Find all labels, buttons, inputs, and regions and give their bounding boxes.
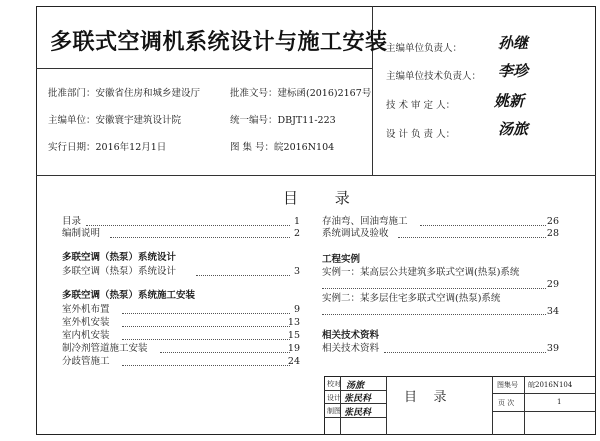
toc-item: 多联空调（热泵）系统设计 — [62, 266, 177, 277]
design-signature: 张民科 — [344, 394, 372, 404]
toc-page-number: 9 — [293, 304, 300, 315]
signature-chief-unit: 孙继 — [498, 34, 529, 52]
toc-item: 室外机安装 — [62, 317, 110, 328]
toc-leader — [322, 279, 546, 289]
toc-item: 实例二：某多层住宅多联式空调(热泵)系统 — [322, 293, 501, 304]
toc-section-heading: 多联空调（热泵）系统设计 — [62, 252, 177, 263]
page-label: 页 次 — [498, 399, 515, 407]
sheet-title: 目 录 — [404, 390, 447, 405]
toc-leader — [384, 343, 546, 353]
toc-item: 制冷剂管道施工安装 — [62, 343, 148, 354]
role-chief-unit-label: 主编单位负责人： — [386, 43, 463, 54]
approval-number: 批准文号：建标函(2016)2167号 — [230, 88, 372, 99]
toc-page-number: 19 — [287, 343, 300, 354]
toc-item: 编制说明 — [62, 228, 101, 239]
toc-page-number: 2 — [293, 228, 300, 239]
toc-page-number: 29 — [546, 279, 559, 290]
toc-leader — [398, 228, 546, 238]
toc-item: 存油弯、回油弯施工 — [322, 216, 408, 227]
toc-item: 相关技术资料 — [322, 343, 380, 354]
toc-page-number: 1 — [293, 216, 300, 227]
toc-section-heading: 工程实例 — [322, 254, 361, 265]
toc-page-number: 34 — [546, 306, 559, 317]
toc-page-number: 28 — [546, 228, 559, 239]
toc-page-number: 3 — [293, 266, 300, 277]
toc-leader — [122, 304, 290, 314]
draw-signature: 张民科 — [344, 408, 372, 418]
toc-leader — [122, 317, 290, 327]
page-value: 1 — [557, 398, 562, 406]
toc-page-number: 39 — [546, 343, 559, 354]
toc-leader — [86, 216, 290, 226]
effective-date: 实行日期：2016年12月1日 — [48, 142, 167, 153]
toc-section-heading: 相关技术资料 — [322, 330, 380, 341]
title-block-rule — [492, 376, 493, 435]
draw-label: 制图 — [327, 407, 341, 415]
role-technical-lead-label: 主编单位技术负责人： — [386, 71, 482, 82]
atlas-value: 皖2016N104 — [528, 381, 573, 389]
toc-leader — [122, 330, 290, 340]
header-bottom-line — [36, 175, 596, 176]
toc-page-number: 24 — [287, 356, 300, 367]
toc-leader — [420, 216, 546, 226]
toc-item: 实例一：某高层公共建筑多联式空调(热泵)系统 — [322, 267, 520, 278]
approval-dept: 批准部门：安徽省住房和城乡建设厅 — [48, 88, 201, 99]
signature-reviewer: 姚新 — [494, 92, 525, 110]
toc-heading: 目 录 — [283, 189, 366, 207]
toc-leader — [122, 356, 290, 366]
toc-item: 系统调试及验收 — [322, 228, 389, 239]
toc-item: 分歧管施工 — [62, 356, 110, 367]
toc-item: 室外机布置 — [62, 304, 110, 315]
toc-page-number: 26 — [546, 216, 559, 227]
signature-technical-lead: 李珍 — [498, 62, 529, 80]
toc-leader — [110, 228, 290, 238]
title-block-rule — [492, 393, 596, 394]
toc-leader — [160, 343, 290, 353]
role-design-lead-label: 设 计 负 责 人： — [386, 129, 456, 140]
atlas-label: 图集号 — [497, 381, 518, 389]
title-block-rule — [524, 376, 525, 435]
check-signature: 汤旅 — [346, 381, 365, 391]
unified-number: 统一编号：DBJT11-223 — [230, 115, 336, 126]
toc-item: 室内机安装 — [62, 330, 110, 341]
role-reviewer-label: 技 术 审 定 人： — [386, 100, 456, 111]
toc-page-number: 13 — [287, 317, 300, 328]
atlas-number: 图 集 号：皖2016N104 — [230, 142, 335, 153]
title-underline — [36, 68, 372, 69]
toc-leader — [322, 305, 546, 315]
design-label: 设计 — [327, 394, 341, 402]
document-title: 多联式空调机系统设计与施工安装 — [50, 30, 388, 55]
toc-leader — [196, 266, 290, 276]
title-block-rule — [386, 376, 387, 435]
toc-section-heading: 多联空调（热泵）系统施工安装 — [62, 290, 196, 301]
toc-item: 目录 — [62, 216, 82, 227]
title-block-rule — [492, 411, 596, 412]
signature-design-lead: 汤旅 — [498, 120, 529, 138]
check-label: 校对 — [327, 380, 341, 388]
toc-page-number: 15 — [287, 330, 300, 341]
editor-unit: 主编单位：安徽寰宇建筑设计院 — [48, 115, 182, 126]
